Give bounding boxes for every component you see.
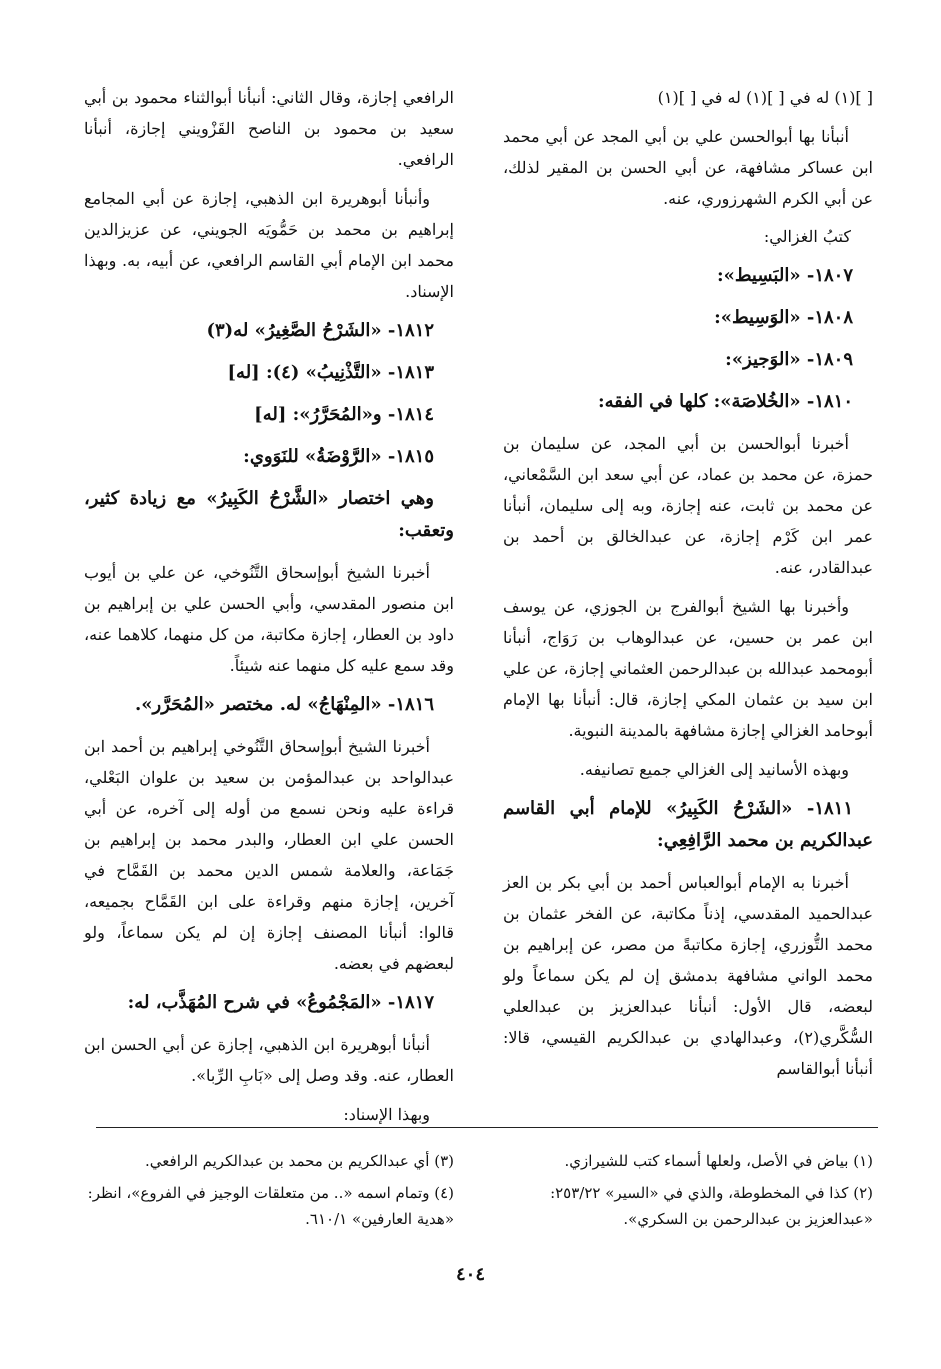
- entry-heading: وهي اختصار «الشَّرْحُ الكَبِيرُ» مع زيادة كثير، وتعقب:: [84, 488, 454, 541]
- paragraph: أخبرنا الشيخ أبوإسحاق التَّنُوخي، عن علي بن أيوب ابن منصور المقدسي، وأبي الحسن علي بن إبراهيم بن داود بن العطار، إجازة مكاتبة، من كل منهما، كلاهما عنه، وقد سمع عليه كل منهما عنه شيئاً.: [84, 563, 454, 675]
- right-column: [503, 82, 873, 1092]
- footnote: (٣) أي عبدالكريم بن محمد بن عبدالكريم الرافعي.: [145, 1152, 454, 1170]
- paragraph: أخبرنا الشيخ أبوإسحاق التَّنُوخي إبراهيم بن أحمد ابن عبدالواحد بن عبدالمؤمن بن سعيد بن علوان البَعْلي، قراءة عليه ونحن نسمع من أوله إلى آخره، عن أبي الحسن علي ابن العطار، والبدر محمد بن إبراهيم بن جَمَاعة، والعلامة شمس الدين محمد بن القَمَّاح في آخرين، إجازة منهم وقراءة على ابن القَمَّاح بجميعه، قالوا: أنبأنا المصنف إجازة إن لم يكن سماعاً، ولو لبعضهم في بعضه.: [84, 737, 454, 973]
- paragraph: وأخبرنا بها الشيخ أبوالفرج بن الجوزي، عن يوسف ابن عمر بن حسين، عن عبدالوهاب بن رَوَاج، أنبأنا أبومحمد عبدالله بن عبدالرحمن العثماني إجازة، عن علي ابن سيد بن عثمان المكي إجازة، قال: أنبأنا بها الإمام أبوحامد الغزالي إجازة مشافهة بالمدينة النبوية.: [503, 597, 873, 740]
- paragraph: وأنبأنا أبوهريرة ابن الذهبي، إجازة عن أبي المجامع إبراهيم بن محمد بن حَمُّويَه الجويني، عن عزيزالدين محمد ابن الإمام أبي القاسم الرافعي، عن أبيه، به. وبهذا الإسناد.: [84, 189, 454, 301]
- footnote: (١) بياض في الأصل، ولعلها أسماء كتب للشيرازي.: [564, 1152, 873, 1170]
- paragraph: وبهذا الإسناد:: [343, 1105, 430, 1124]
- entry-heading: ١٨١٤- و«المُحَرَّرُ»: [له]: [254, 404, 434, 425]
- entry-heading: ١٨٠٧- «البَسِيط»:: [716, 265, 853, 286]
- paragraph: أنبأنا بها أبوالحسن علي بن أبي المجد عن أبي محمد ابن عساكر مشافهة، عن أبي الحسن بن المقير لذلك، عن أبي الكرم الشهرزوري، عنه.: [503, 127, 873, 208]
- section-subheading: كتبُ الغزالي:: [763, 227, 851, 246]
- paragraph: أخبرنا به الإمام أبوالعباس أحمد بن أبي بكر بن العز عبدالحميد المقدسي، إذناً مكاتبة، عن الفخر عثمان بن محمد التُّوزري، إجازة مكاتبةً من مصر، عن إبراهيم بن محمد الواني مشافهة بدمشق إن لم يكن سماعاً ولو لبعضه، قال الأول: أنبأنا عبدالعزيز بن عبدالعلي السُّكَّري(٢)، وعبدالهادي بن عبدالكريم القيسي، قالا: أنبأنا أبوالقاسم: [503, 873, 873, 1078]
- entry-heading: ١٨١٢- «الشَرْحُ الصَّغِيرُ» له(٣): [206, 320, 434, 341]
- entry-heading: ١٨١٦- «المِنْهَاجُ» له. مختصر «المُحَرَّر».: [135, 694, 434, 715]
- entry-heading: ١٨١٧- «المَجْمُوعُ» في شرح المُهَذَّب، له:: [127, 992, 434, 1013]
- left-column: [84, 82, 454, 1138]
- entry-heading: ١٨١٣- «التَّذْنِيبُ» (٤): [له]: [227, 362, 434, 383]
- entry-heading: ١٨٠٨- «الوَسِيط»:: [714, 307, 853, 328]
- footnotes-right: [503, 1148, 873, 1238]
- footnotes-left: [84, 1148, 454, 1238]
- footnote: (٤) وتمام اسمه «.. من متعلقات الوجيز في الفروع»، انظر: «هدية العارفين» ٦١٠/١.: [87, 1184, 454, 1228]
- footnote: (٢) كذا في المخطوطة، والذي في «السير» ٢٥٣/٢٢: «عبدالعزيز بن عبدالرحمن بن السكري».: [550, 1184, 873, 1228]
- entry-heading: ١٨١١- «الشَرْحُ الكَبِيرُ» للإمام أبي القاسم عبدالكريم بن محمد الرَّافِعِي:: [503, 798, 873, 851]
- entry-heading: ١٨٠٩- «الوَجيز»:: [725, 349, 853, 370]
- entry-heading: ١٨١٠- «الخُلاصَة»: كلها في الفقه:: [597, 391, 853, 412]
- footnote-separator: [96, 1127, 878, 1128]
- paragraph: الرافعي إجازة، وقال الثاني: أنبأنا أبوالثناء محمود بن أبي سعيد بن محمود بن الناصح القَزْويني إجازة، أنبأنا الرافعي.: [84, 88, 454, 169]
- page-number: ٤٠٤: [455, 1264, 485, 1285]
- entry-heading: ١٨١٥- «الرَّوْضَةُ» للنَوَوي:: [243, 446, 434, 467]
- paragraph: وبهذه الأسانيد إلى الغزالي جميع تصانيفه.: [579, 760, 849, 779]
- paragraph: أنبأنا أبوهريرة ابن الذهبي، إجازة عن أبي الحسن ابن العطار، عنه. وقد وصل إلى «بَابِ الرِّبا».: [84, 1035, 454, 1085]
- paragraph: أخبرنا أبوالحسن بن أبي المجد، عن سليمان بن حمزة، عن محمد بن عماد، عن أبي سعد ابن السَّمْعاني، عن محمد بن ثابت، عنه إجازة، وبه إلى سليمان، أنبأنا عمر ابن كَرْم إجازة، عن عبدالخالق بن أحمد بن عبدالقادر، عنه.: [503, 434, 873, 577]
- paragraph: [ ](١) له في [ ](١) له في [ ](١): [657, 88, 873, 107]
